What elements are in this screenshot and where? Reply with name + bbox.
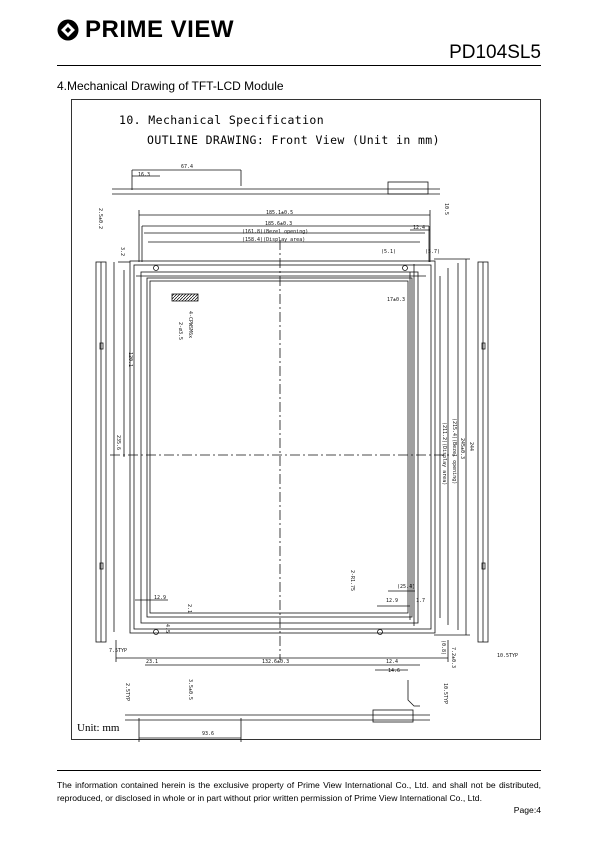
dim-label: (215.4)(Bezel opening) (451, 418, 457, 485)
dim-label: 23.1 (146, 659, 159, 665)
dim-label: 17±0.3 (387, 297, 406, 303)
dim-label: 2.5TYP (124, 683, 130, 702)
model-number: PD104SL5 (449, 42, 541, 63)
dim-label: 120.1 (127, 352, 133, 368)
dim-label: (25.4) (397, 584, 416, 590)
dim-label: 2.5±0.2 (97, 208, 103, 230)
dim-label: 93.6 (202, 731, 215, 737)
page-number: Page:4 (513, 805, 541, 815)
dim-label: 245±0.3 (459, 438, 465, 460)
dim-label: 2.1 (186, 604, 192, 614)
dim-label: 10.5TYP (442, 683, 448, 705)
dim-label: (5.7) (425, 249, 441, 255)
dim-label: 7.5TYP (109, 648, 128, 654)
company-name: PRIME VIEW (85, 16, 235, 43)
dim-label: 67.4 (181, 164, 194, 170)
dim-label: (5.1) (381, 249, 397, 255)
dim-label: 244 (468, 442, 474, 452)
section-title: 4.Mechanical Drawing of TFT-LCD Module (57, 79, 284, 93)
confidentiality-notice: The information contained herein is the exclusive property of Prime View International Co., Ltd. and shall not be distributed, reproduced, or disclosed in whole or in part without prior written permission of Prime View International Co., Ltd. (57, 780, 541, 803)
dim-label: (211.2)(Display area) (441, 422, 447, 486)
drawing-heading: 10. Mechanical Specification (119, 113, 325, 127)
dim-label: (0.8) (440, 640, 446, 656)
dim-label: 16.3 (138, 172, 151, 178)
dim-label: 185.6±0.3 (265, 221, 293, 227)
dim-label: (158.4)(Display area) (242, 237, 306, 243)
dim-label: 4-CPWSM6x (187, 311, 193, 339)
dim-label: 2-R1.75 (349, 570, 355, 592)
dim-label: 10.5TYP (497, 653, 519, 659)
dim-label: 4.5 (164, 624, 170, 634)
drawing-subheading: OUTLINE DRAWING: Front View (Unit in mm) (147, 133, 440, 147)
dim-label: 3.5±0.5 (187, 679, 193, 701)
dim-label: 185.1±0.5 (266, 210, 294, 216)
footer-divider (57, 770, 541, 771)
dim-label: 235.6 (115, 435, 121, 451)
dim-label: 12.4 (413, 225, 426, 231)
unit-label: Unit: mm (77, 722, 120, 734)
dim-label: 12.9 (154, 595, 167, 601)
dim-label: 14.6 (388, 668, 401, 674)
dim-label: 7.2±0.3 (450, 647, 456, 669)
dim-label: 132.6±0.3 (262, 659, 290, 665)
dim-label: 12.9 (386, 598, 399, 604)
dim-label: 3.2 (119, 247, 125, 257)
dim-label: 12.4 (386, 659, 399, 665)
dim-label: (161.8)(Bezel opening) (242, 229, 309, 235)
dim-label: 2-ø3.5 (177, 322, 183, 341)
dim-label: 10.5 (443, 203, 449, 216)
dim-label: 1.7 (416, 598, 426, 604)
